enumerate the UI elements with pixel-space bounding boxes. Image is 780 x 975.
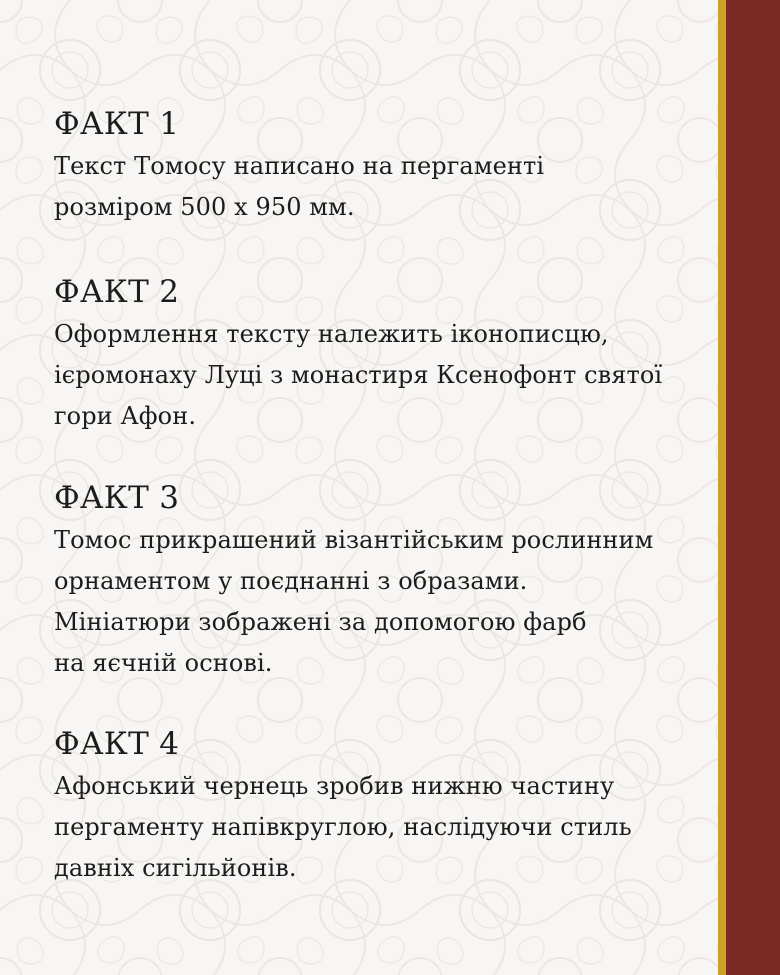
fact-4-text <box>54 766 632 889</box>
fact-3-text <box>54 520 653 684</box>
fact-1-line: розміром 500 х 950 мм. <box>54 193 355 221</box>
fact-2-line: Оформлення тексту належить іконописцю, <box>54 320 609 348</box>
fact-4-line: пергаменту напівкруглою, наслідуючи стиль <box>54 813 632 841</box>
fact-2-text <box>54 314 662 437</box>
fact-1-line: Текст Томосу написано на пергаменті <box>54 152 545 180</box>
fact-1-title: ФАКТ 1 <box>54 106 180 142</box>
fact-3-line: орнаментом у поєднанні з образами. <box>54 567 528 595</box>
fact-1-text <box>54 146 544 228</box>
fact-3-line: Мініатюри зображені за допомогою фарб <box>54 608 587 636</box>
fact-3-line: Томос прикрашений візантійським рослинним <box>54 526 654 554</box>
fact-2-line: гори Афон. <box>54 402 197 430</box>
red-side-band <box>726 0 780 975</box>
fact-4-line: давніх сигільйонів. <box>54 854 297 882</box>
fact-2-title: ФАКТ 2 <box>54 274 180 310</box>
fact-3-line: на яєчній основі. <box>54 649 273 677</box>
gold-stripe <box>718 0 726 975</box>
fact-3-title: ФАКТ 3 <box>54 480 180 516</box>
fact-2 <box>54 272 662 437</box>
fact-4-line: Афонський чернець зробив нижню частину <box>54 772 615 800</box>
fact-3 <box>54 478 653 684</box>
fact-4-title: ФАКТ 4 <box>54 726 180 762</box>
fact-4 <box>54 724 632 889</box>
fact-1 <box>54 104 544 228</box>
fact-2-line: ієромонаху Луці з монастиря Ксенофонт святої <box>54 361 663 389</box>
